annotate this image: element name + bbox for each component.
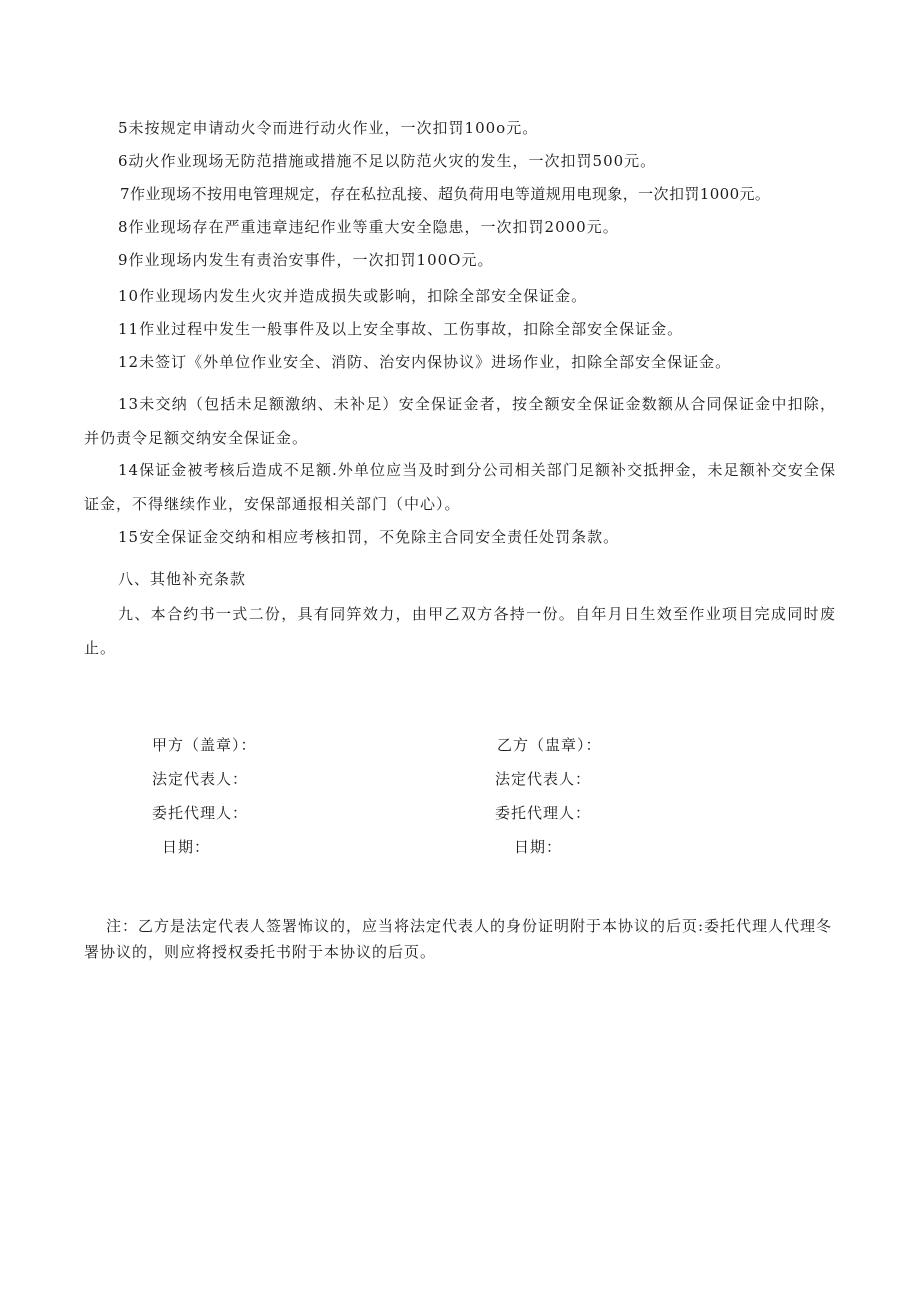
penalty-item-11: 11作业过程中发生一般事件及以上安全事故、工伤事故，扣除全部安全保证金。	[118, 320, 684, 338]
party-a-legal-rep-label: 法定代表人：	[152, 770, 249, 788]
penalty-item-8: 8作业现场存在严重违章违纪作业等重大安全隐患，一次扣罚2000元。	[118, 218, 619, 236]
party-a-date-label: 日期：	[162, 838, 211, 856]
penalty-item-12: 12未签订《外单位作业安全、消防、治安内保协议》进场作业，扣除全部安全保证金。	[118, 353, 732, 371]
penalty-item-10: 10作业现场内发生火灾并造成损失或影响，扣除全部安全保证金。	[118, 287, 588, 305]
section-9-paragraph: 九、本合约书一式二份，具有同笄效力，由甲乙双方各持一份。自年月日生效至作业项目完成同时废止。	[84, 605, 836, 657]
party-a-seal-label: 甲方（盖章）：	[152, 736, 257, 754]
penalty-item-15: 15安全保证金交纳和相应考核扣罚，不免除主合同安全责任处罚条款。	[118, 528, 620, 546]
party-b-date-label: 日期：	[514, 838, 563, 856]
party-b-agent-label: 委托代理人：	[495, 804, 592, 822]
party-b-seal-label: 乙方（盅章）：	[497, 736, 602, 754]
penalty-item-9: 9作业现场内发生有责治安事件，一次扣罚100O元。	[118, 251, 494, 269]
penalty-item-5: 5未按规定申请动火令而进行动火作业，一次扣罚100o元。	[118, 119, 539, 137]
penalty-item-6: 6动火作业现场无防范措施或措施不足以防范火灾的发生，一次扣罚500元。	[118, 152, 657, 170]
party-a-agent-label: 委托代理人：	[152, 804, 249, 822]
penalty-item-14: 14保证金被考核后造成不足额.外单位应当及时到分公司相关部门足额补交抵押金，未足额补交安全保证金，不得继续作业，安保部通报相关部门（中心）。	[84, 461, 836, 513]
section-8-heading: 八、其他补充条款	[118, 570, 247, 588]
party-b-legal-rep-label: 法定代表人：	[495, 770, 592, 788]
penalty-item-7: 7作业现场不按用电管理规定，存在私拉乱接、超负荷用电等道规用电现象，一次扣罚1000元。	[120, 185, 771, 203]
footnote: 注：乙方是法定代表人签署怖议的，应当将法定代表人的身份证明附于本协议的后页:委托代理人代理冬署协议的，则应将授权委托书附于本协议的后页。	[84, 917, 833, 961]
penalty-item-13: 13未交纳（包括未足额激纳、未补足）安全保证金者，按全额安全保证金数额从合同保证金中扣除，并仍责令足额交纳安全保证金。	[84, 395, 836, 447]
